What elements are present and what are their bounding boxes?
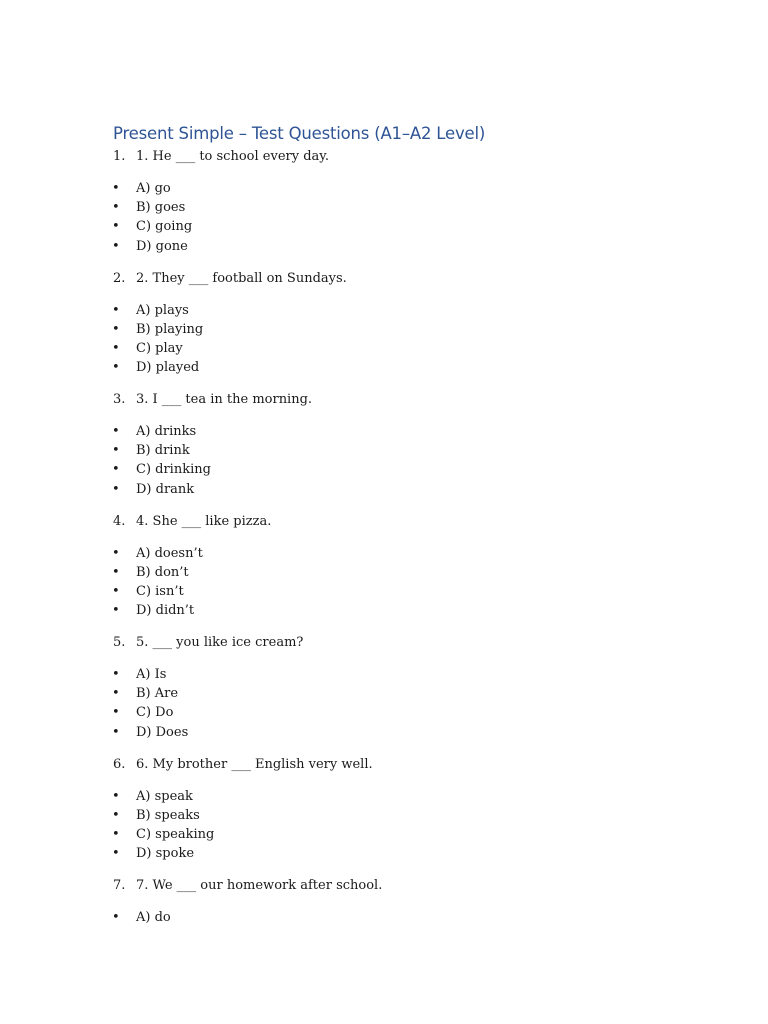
option-text: A) drinks bbox=[136, 424, 197, 439]
bullet-icon: • bbox=[112, 462, 120, 478]
question-text: 3. I ___ tea in the morning. bbox=[136, 392, 313, 407]
bullet-icon: • bbox=[112, 686, 120, 702]
bullet-icon: • bbox=[112, 724, 120, 740]
question-text: 5. ___ you like ice cream? bbox=[136, 635, 304, 650]
question-3 bbox=[0, 390, 768, 512]
bullet-icon: • bbox=[112, 424, 120, 439]
option-text: A) doesn’t bbox=[136, 545, 203, 561]
option-text: D) spoke bbox=[136, 846, 195, 862]
option-text: B) Are bbox=[136, 686, 179, 702]
bullet-icon: • bbox=[112, 545, 120, 561]
question-1 bbox=[0, 147, 768, 269]
bullet-icon: • bbox=[112, 360, 120, 376]
question-text: 6. My brother ___ English very well. bbox=[136, 756, 373, 772]
question-number: 7. bbox=[113, 878, 126, 893]
question-text: 2. They ___ football on Sundays. bbox=[136, 270, 347, 286]
option-text: A) speak bbox=[136, 788, 193, 804]
option-text: B) goes bbox=[136, 200, 186, 216]
question-text: 4. She ___ like pizza. bbox=[136, 513, 272, 529]
bullet-icon: • bbox=[112, 846, 120, 862]
bullet-icon: • bbox=[112, 321, 120, 337]
option-text: A) Is bbox=[136, 667, 167, 682]
question-5 bbox=[0, 633, 768, 755]
question-6 bbox=[0, 755, 768, 877]
bullet-icon: • bbox=[112, 443, 120, 459]
bullet-icon: • bbox=[112, 667, 120, 682]
bullet-icon: • bbox=[112, 788, 120, 804]
option-text: A) do bbox=[136, 910, 171, 925]
option-text: C) speaking bbox=[136, 826, 215, 842]
bullet-icon: • bbox=[112, 340, 120, 356]
question-4 bbox=[0, 512, 768, 634]
option-text: C) isn’t bbox=[136, 583, 184, 599]
bullet-icon: • bbox=[112, 181, 120, 196]
question-number: 3. bbox=[113, 392, 126, 407]
document-title: Present Simple – Test Questions (A1–A2 Level) bbox=[113, 124, 486, 143]
question-text: 7. We ___ our homework after school. bbox=[136, 878, 383, 893]
option-text: C) play bbox=[136, 340, 183, 356]
option-text: B) playing bbox=[136, 321, 204, 337]
bullet-icon: • bbox=[112, 705, 120, 721]
option-text: D) drank bbox=[136, 481, 195, 497]
question-list bbox=[0, 147, 768, 998]
option-text: B) drink bbox=[136, 443, 190, 459]
bullet-icon: • bbox=[112, 481, 120, 497]
bullet-icon: • bbox=[112, 219, 120, 235]
option-text: D) gone bbox=[136, 238, 188, 254]
option-text: D) didn’t bbox=[136, 603, 195, 619]
bullet-icon: • bbox=[112, 910, 120, 925]
question-number: 4. bbox=[113, 513, 126, 529]
option-text: C) drinking bbox=[136, 462, 211, 478]
question-number: 2. bbox=[113, 270, 126, 286]
question-7 bbox=[0, 876, 768, 998]
question-number: 1. bbox=[113, 149, 126, 164]
option-text: A) plays bbox=[136, 302, 189, 318]
bullet-icon: • bbox=[112, 807, 120, 823]
option-text: A) go bbox=[136, 181, 171, 196]
question-text: 1. He ___ to school every day. bbox=[136, 149, 330, 164]
bullet-icon: • bbox=[112, 238, 120, 254]
option-text: D) played bbox=[136, 360, 200, 376]
question-number: 5. bbox=[113, 635, 126, 650]
option-text: C) Do bbox=[136, 705, 174, 721]
question-2 bbox=[0, 269, 768, 391]
bullet-icon: • bbox=[112, 603, 120, 619]
bullet-icon: • bbox=[112, 200, 120, 216]
option-text: C) going bbox=[136, 219, 193, 235]
question-number: 6. bbox=[113, 756, 126, 772]
bullet-icon: • bbox=[112, 302, 120, 318]
option-text: D) Does bbox=[136, 724, 189, 740]
option-text: B) don’t bbox=[136, 564, 189, 580]
option-text: B) speaks bbox=[136, 807, 200, 823]
bullet-icon: • bbox=[112, 583, 120, 599]
bullet-icon: • bbox=[112, 564, 120, 580]
bullet-icon: • bbox=[112, 826, 120, 842]
